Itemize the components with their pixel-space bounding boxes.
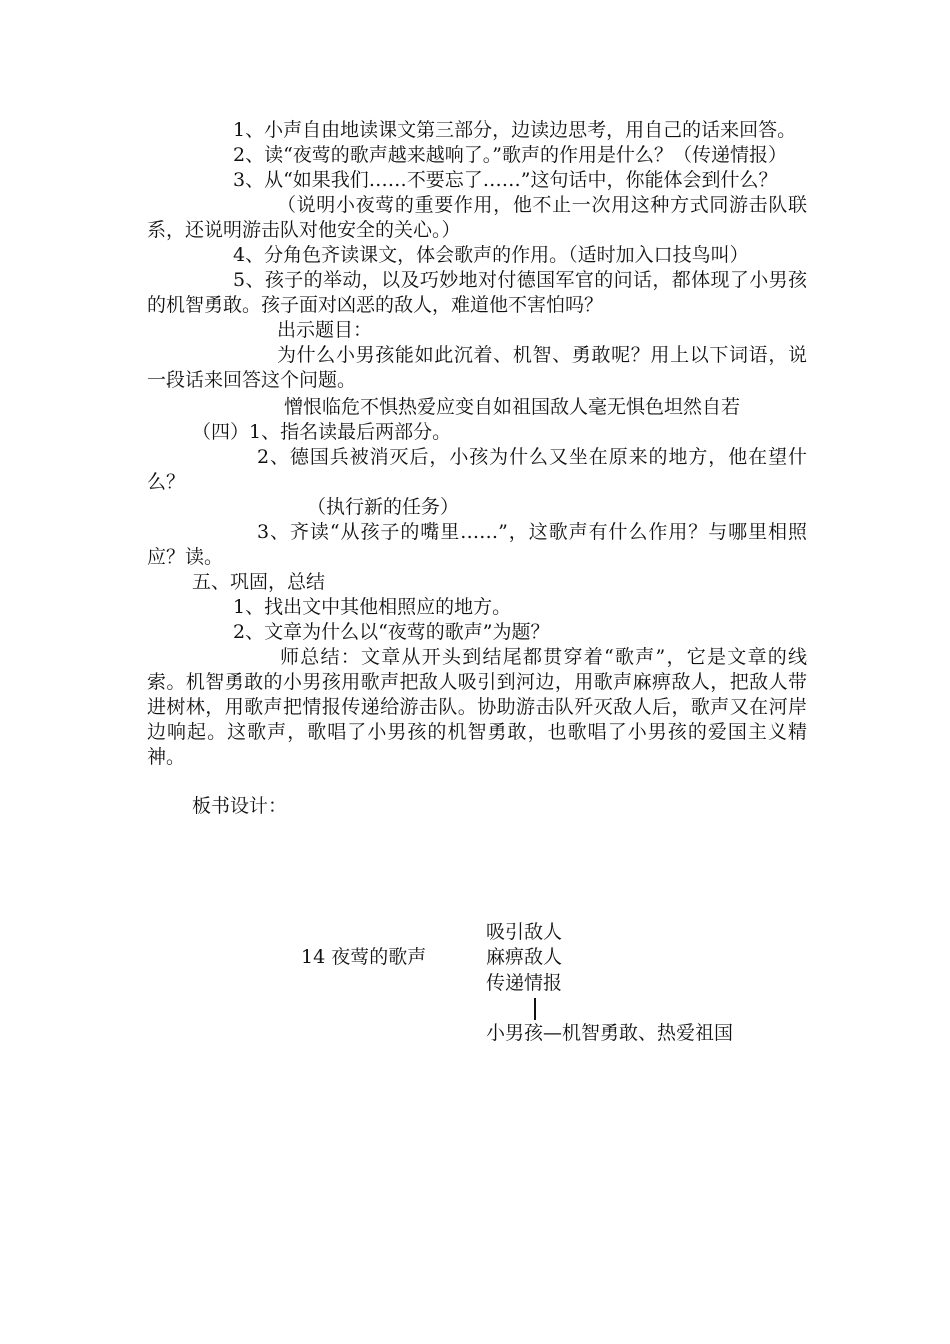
paragraph-title-question: 2、文章为什么以“夜莺的歌声”为题？ [233, 621, 550, 643]
paragraph-show-question: 出示题目： [277, 319, 373, 341]
board-title: 14 夜莺的歌声 [301, 946, 427, 968]
paragraph-word-list: 憎恨临危不惧热爱应变自如祖国敌人毫无惧色坦然自若 [284, 396, 741, 418]
lesson-text [147, 118, 807, 819]
board-summary: 小男孩—机智勇敢、热爱祖国 [486, 1022, 734, 1044]
paragraph-read-song: 3、齐读“从孩子的嘴里……”，这歌声有什么作用？与哪里相照应？读。 [147, 521, 807, 568]
paragraph-boy-bravery: 5、孩子的举动，以及巧妙地对付德国军官的问话，都体现了小男孩的机智勇敢。孩子面对凶恶的敌人，难道他不害怕吗？ [147, 269, 807, 316]
board-item-attract-enemy: 吸引敌人 [486, 921, 563, 943]
paragraph-word-task: 为什么小男孩能如此沉着、机智、勇敢呢？用上以下词语，说一段话来回答这个问题。 [147, 344, 807, 391]
paragraph-section-four: （四）1、指名读最后两部分。 [192, 421, 452, 443]
paragraph-find-echoes: 1、找出文中其他相照应的地方。 [233, 596, 512, 618]
paragraph-soldiers-destroyed: 2、德国兵被消灭后，小孩为什么又坐在原来的地方，他在望什么？ [147, 446, 807, 493]
paragraph-teacher-summary: 师总结：文章从开头到结尾都贯穿着“歌声”，它是文章的线索。机智勇敢的小男孩用歌声把敌人吸引到河边，用歌声麻痹敌人，把敌人带进树林，用歌声把情报传递给游击队。协助游击队歼灭敌人后，歌声又在河岸边响起。这歌声，歌唱了小男孩的机智勇敢，也歌唱了小男孩的爱国主义精神。 [147, 646, 807, 768]
board-connector-line [534, 998, 536, 1020]
paragraph-section-five: 五、巩固，总结 [192, 571, 326, 593]
paragraph-new-task: （执行新的任务） [307, 496, 460, 518]
paragraph-role-reading: 4、分角色齐读课文，体会歌声的作用。（适时加入口技鸟叫） [233, 244, 749, 266]
paragraph-reading-part-three: 1、小声自由地读课文第三部分，边读边思考，用自己的话来回答。 [233, 119, 797, 141]
paragraph-explanation: （说明小夜莺的重要作用，他不止一次用这种方式同游击队联系，还说明游击队对他安全的关心。） [147, 194, 807, 241]
board-item-transmit-info: 传递情报 [486, 972, 563, 994]
paragraph-board-design: 板书设计： [192, 795, 288, 817]
paragraph-sentence-question: 3、从“如果我们……不要忘了……”这句话中，你能体会到什么？ [233, 169, 778, 191]
board-item-numb-enemy: 麻痹敌人 [486, 946, 563, 968]
paragraph-song-role: 2、读“夜莺的歌声越来越响了。”歌声的作用是什么？（传递情报） [233, 144, 788, 166]
